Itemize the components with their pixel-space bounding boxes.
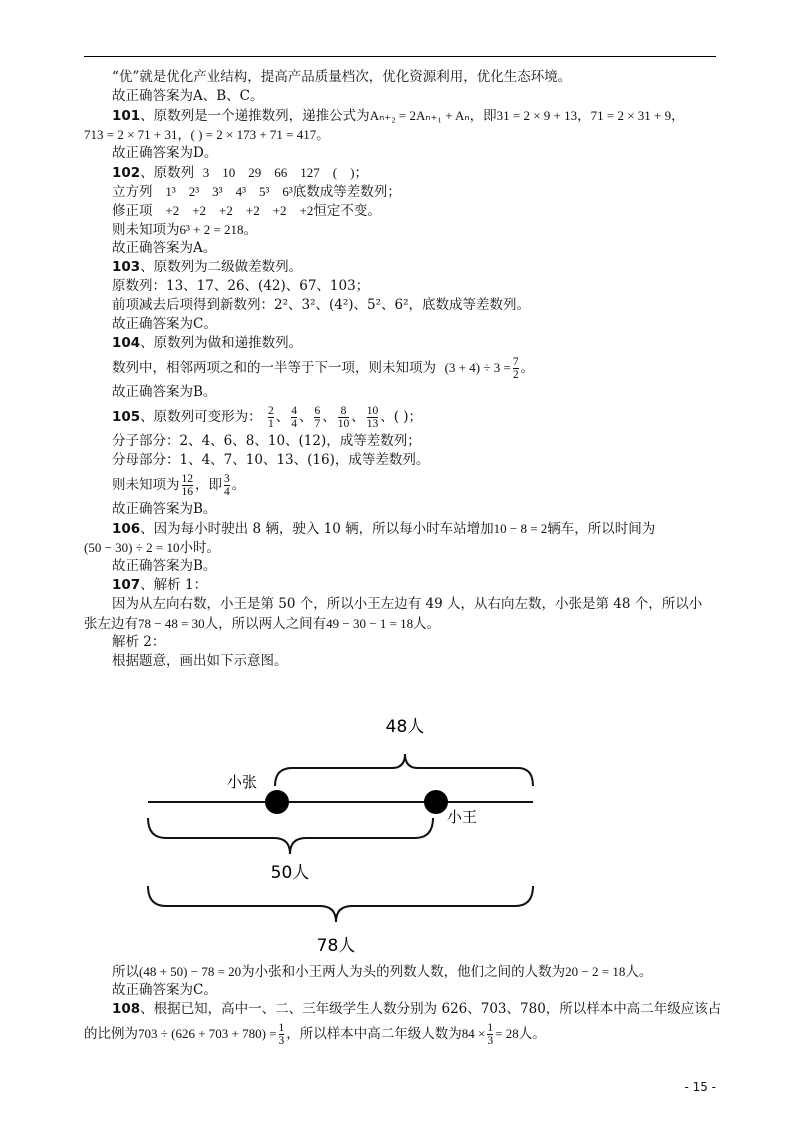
q107-line4: 解析 2： <box>112 634 166 650</box>
label-xiaowang: 小王 <box>447 808 478 826</box>
q108-line2 <box>84 1019 724 1049</box>
numerator: 10 <box>366 405 379 417</box>
text: 、因为每小时驶出 8 辆，驶入 10 辆，所以每小时车站增加 <box>140 521 494 537</box>
q102-line1 <box>84 163 724 182</box>
text: 辆车，所以时间为 <box>547 521 656 537</box>
formula: 703 ÷ (626 + 703 + 780) = <box>138 1026 277 1041</box>
label-78: 78人 <box>316 936 356 956</box>
text: 、根据已知，高中一、二、三年级学生人数分别为 626、703、780，所以样本中高二年级应该占 <box>140 1001 722 1017</box>
text: ， <box>577 108 591 124</box>
text: 所以 <box>112 964 139 980</box>
formula: 84 × <box>461 1026 486 1041</box>
text: 底数成等差数列； <box>292 184 401 200</box>
text: ，所以样本中高二年级人数为 <box>286 1026 462 1042</box>
page-body-bottom <box>84 962 724 1049</box>
answer-line: 故正确答案为C。 <box>112 316 217 332</box>
text: 的比例为 <box>84 1026 138 1042</box>
fraction <box>314 405 320 430</box>
fraction <box>338 405 350 430</box>
formula: 49 − 30 − 1 = 18 <box>326 616 414 631</box>
text: 为小张和小王两人为头的列数人数，他们之间的人数为 <box>241 964 566 980</box>
text: 立方列 <box>112 184 153 200</box>
formula: 20 − 2 = 18 <box>565 964 626 979</box>
text: ，即 <box>469 108 497 124</box>
label-50: 50人 <box>270 863 310 883</box>
answer-line: 故正确答案为A、B、C。 <box>112 88 264 104</box>
text: 则未知项为 <box>112 222 180 238</box>
q105-line3: 分母部分：1、4、7、10、13、(16)，成等差数列。 <box>112 452 430 468</box>
queue-diagram <box>140 706 540 966</box>
formula: = 28 <box>495 1026 519 1041</box>
text: 、原数列为二级做差数列。 <box>140 259 303 275</box>
q104-line2 <box>84 353 724 383</box>
fraction <box>268 405 274 430</box>
separator: 、 <box>322 409 336 425</box>
q107-line2: 因为从左向右数，小王是第 50 个，所以小王左边有 49 人，从右向左数，小张是第 48 个，所以小 <box>112 596 703 612</box>
question-number: 102 <box>112 165 141 181</box>
text: 。 <box>243 222 258 238</box>
q105-line2: 分子部分：2、4、6、8、10、(12)，成等差数列； <box>112 433 421 449</box>
text: 修正项 <box>112 203 153 219</box>
question-number: 108 <box>112 1001 141 1017</box>
fraction <box>291 405 297 430</box>
answer-line: 故正确答案为D。 <box>112 145 218 161</box>
text: 则未知项为 <box>112 477 180 493</box>
answer-line: 故正确答案为B。 <box>112 501 217 517</box>
question-number: 101 <box>112 108 141 124</box>
answer-line: 故正确答案为B。 <box>112 558 217 574</box>
q108-line1 <box>84 1000 724 1019</box>
formula: 78 − 48 = 30 <box>138 616 205 631</box>
numerator: 1 <box>278 1022 285 1034</box>
denominator: 16 <box>181 486 193 498</box>
text: 、原数列可变形为： <box>140 409 262 425</box>
denominator: 4 <box>291 418 297 430</box>
q106-line2 <box>84 538 724 557</box>
page-body <box>84 68 724 671</box>
separator: 、 <box>351 409 365 425</box>
page-number: - 15 - <box>684 1080 716 1094</box>
text: ，即 <box>195 477 222 493</box>
q105-line4 <box>84 470 724 500</box>
q103-line1 <box>84 258 724 277</box>
formula: (48 + 50) − 78 = 20 <box>139 964 242 979</box>
fraction <box>279 1022 285 1047</box>
numerator: 7 <box>512 356 519 368</box>
denominator: 13 <box>366 418 379 430</box>
brace-78 <box>148 886 533 922</box>
denominator: 2 <box>512 369 519 381</box>
fraction <box>182 473 194 498</box>
denominator: 3 <box>278 1035 285 1047</box>
denominator: 1 <box>267 418 274 430</box>
q101-line1 <box>84 106 724 125</box>
q103-line2: 原数列：13、17、26、(42)、67、103； <box>112 278 370 294</box>
question-number: 107 <box>112 577 141 593</box>
formula: 31 = 2 × 9 + 13 <box>496 108 578 123</box>
text: 。 <box>231 477 246 493</box>
fraction <box>487 1022 493 1047</box>
numerator: 8 <box>340 405 347 417</box>
q102-line2 <box>84 182 724 201</box>
text: 小时。 <box>179 540 220 556</box>
formula: 10 − 8 = 2 <box>493 521 548 536</box>
numerator: 3 <box>224 473 230 485</box>
fraction <box>224 473 230 498</box>
header-rule <box>84 56 716 57</box>
text: ； <box>354 165 368 181</box>
numerator: 12 <box>181 473 193 485</box>
text: 张左边有 <box>84 616 138 632</box>
label-xiaozhang: 小张 <box>227 773 258 791</box>
q107-line3 <box>84 614 724 633</box>
text: 、原数列为做和递推数列。 <box>140 335 303 351</box>
sequence: 3 10 29 66 127 ( ) <box>202 165 355 180</box>
sequence: +2 +2 +2 +2 +2 +2 <box>165 203 314 218</box>
formula: (50 − 30) ÷ 2 = 10 <box>84 540 180 555</box>
answer-line: 故正确答案为A。 <box>112 240 217 256</box>
question-number: 105 <box>112 409 141 425</box>
q105-line1 <box>84 402 724 432</box>
formula: (3 + 4) ÷ 3 = <box>444 360 511 375</box>
fraction <box>367 405 379 430</box>
q107-line5: 根据题意，画出如下示意图。 <box>112 653 288 669</box>
q104-line1 <box>84 334 724 353</box>
q101-line2: 713 = 2 × 71 + 31，( ) = 2 × 173 + 71 = 417。 <box>84 127 330 142</box>
text: 、原数列是一个递推数列，递推公式为 <box>140 108 370 124</box>
denominator: 4 <box>224 486 230 498</box>
q107-line6 <box>84 962 724 981</box>
brace-48 <box>275 754 533 786</box>
question-number: 103 <box>112 259 141 275</box>
formula: Aₙ₊₂ = 2Aₙ₊₁ + Aₙ <box>369 108 470 123</box>
q102-line3 <box>84 201 724 220</box>
text: 、( )； <box>380 409 423 425</box>
label-48: 48人 <box>385 717 425 737</box>
fraction-sequence <box>266 405 380 430</box>
numerator: 2 <box>267 405 274 417</box>
text: 、解析 1： <box>140 577 208 593</box>
text: ， <box>671 108 685 124</box>
q106-line1 <box>84 519 724 538</box>
answer-line: 故正确答案为C。 <box>112 982 217 998</box>
paragraph: “优”就是优化产业结构，提高产品质量档次，优化资源利用，优化生态环境。 <box>112 69 572 85</box>
denominator: 7 <box>314 418 321 430</box>
person-xiaowang <box>424 790 448 814</box>
numerator: 4 <box>291 405 297 417</box>
text: 数列中，相邻两项之和的一半等于下一项，则未知项为 <box>112 360 436 376</box>
sequence: 1³ 2³ 3³ 4³ 5³ 6³ <box>165 184 293 199</box>
question-number: 106 <box>112 521 141 537</box>
q107-line1 <box>84 576 724 595</box>
brace-50 <box>148 818 433 854</box>
person-xiaozhang <box>265 790 289 814</box>
separator: 、 <box>275 409 290 425</box>
text: 人。 <box>625 964 653 980</box>
formula: 71 = 2 × 31 + 9 <box>590 108 672 123</box>
denominator: 10 <box>337 418 350 430</box>
q102-line4 <box>84 220 724 239</box>
answer-line: 故正确答案为B。 <box>112 384 217 400</box>
q103-line3: 前项减去后项得到新数列：2²、3²、(4²)、5²、6²，底数成等差数列。 <box>112 297 531 313</box>
formula: 6³ + 2 = 218 <box>179 222 244 237</box>
text: 、原数列 <box>140 165 195 181</box>
text: 人。 <box>413 616 441 632</box>
numerator: 6 <box>314 405 321 417</box>
text: 。 <box>520 360 535 376</box>
numerator: 1 <box>487 1022 494 1034</box>
fraction <box>513 356 519 381</box>
question-number: 104 <box>112 335 141 351</box>
text: 人。 <box>518 1026 546 1042</box>
denominator: 3 <box>487 1035 494 1047</box>
text: 人，所以两人之间有 <box>204 616 327 632</box>
separator: 、 <box>298 409 313 425</box>
text: 恒定不变。 <box>313 203 381 219</box>
